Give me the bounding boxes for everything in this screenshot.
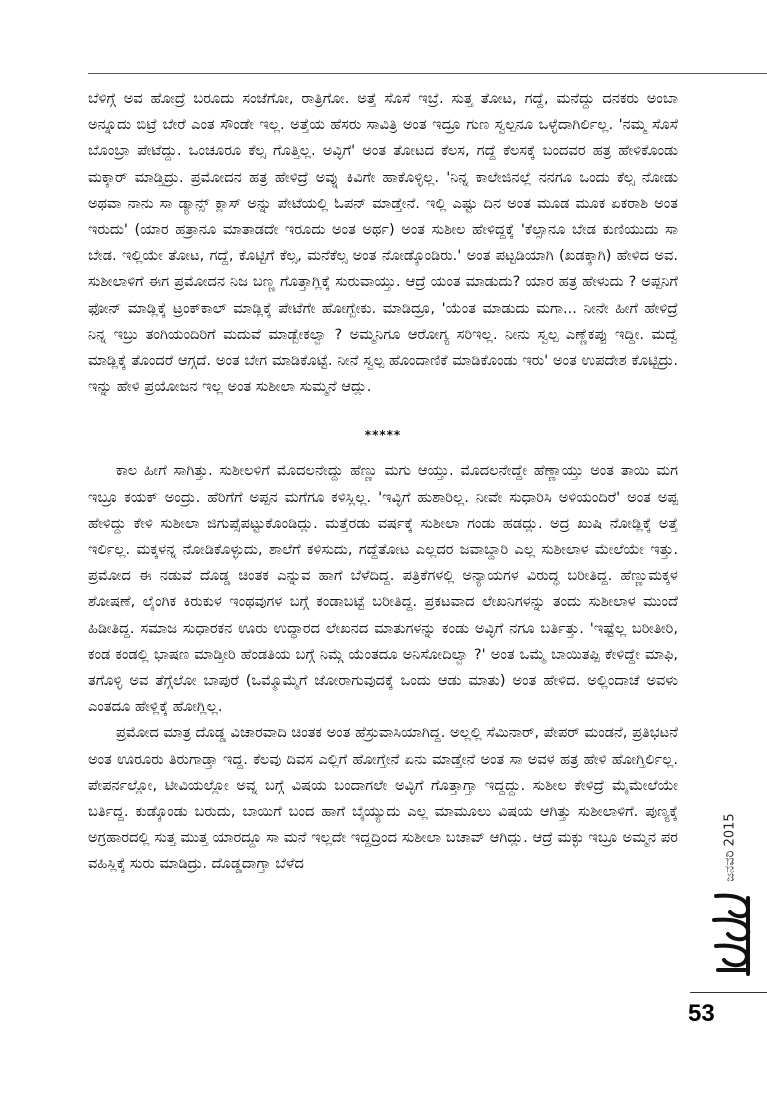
section-separator: ***** <box>364 428 402 443</box>
paragraph: ಬೆಳಿಗ್ಗೆ ಅವ ಹೋದ್ರೆ ಬರೂದು ಸಂಜೆಗೋ, ರಾತ್ರಿಗೋ. ಅತ್ತೆ ಸೊಸೆ ಇಬ್ರೆ. ಸುತ್ತ ತೋಟ, ಗದ್ದೆ, ಮನೆದ್ದು ದನಕರು ಅಂಬಾ ಅನ್ನೂದು ಬಿಟ್ರೆ ಬೇರೆ ಎಂತ ಸೌಂಡೇ ಇಲ್ಲ. ಅತ್ತೆಯ ಹೆಸರು ಸಾವಿತ್ರಿ ಅಂತ ಇದ್ರೂ ಗುಣ ಸ್ವಲ್ಪನೂ ಒಳ್ಳೆದಾಗಿರ್ಲಿಲ್ಲ. 'ನಮ್ಮ ಸೊಸೆ ಬೊಂಬ್ರಾ ಪೇಟೆದ್ದು. ಒಂಚೂರೂ ಕೆಲ್ಸ ಗೊತ್ತಿಲ್ಲ. ಅವ್ಳಿಗೆ' ಅಂತ ತೋಟದ ಕೆಲಸ, ಗದ್ದೆ ಕೆಲಸಕ್ಕೆ ಬಂದವರ ಹತ್ರ ಹೇಳಿಕೊಂಡು ಮಕ್ಕಾರ್ ಮಾಡ್ತಿದ್ರು. ಪ್ರಮೋದನ ಹತ್ರ ಹೇಳಿದ್ರೆ ಅವ್ನು ಕಿವಿಗೇ ಹಾಕೊಳ್ಳಿಲ್ಲ. 'ನಿನ್ನ ಕಾಲೇಜಿನಲ್ಲೆ ನನಗೂ ಒಂದು ಕೆಲ್ಸ ನೋಡು ಅಥವಾ ನಾನು ಸಾ ಡ್ಯಾನ್ಸ್ ಕ್ಲಾಸ್ ಅನ್ನು ಪೇಟೆಯಲ್ಲಿ ಓಪನ್ ಮಾಡ್ತೇನೆ. ಇಲ್ಲಿ ಎಷ್ಟು ದಿನ ಅಂತ ಮೂಡ ಮೂಕ ಏಕರಾಶಿ ಅಂತ ಇರುದು' (ಯಾರ ಹತ್ರಾನೂ ಮಾತಾಡದೇ ಇರೂದು ಅಂತ ಅರ್ಥ) ಅಂತ ಸುಶೀಲ ಹೇಳಿದ್ದಕ್ಕೆ 'ಕೆಲ್ಸಾನೂ ಬೇಡ ಕುಣಿಯುದು ಸಾ ಬೇಡ. ಇಲ್ಲಿಯೇ ತೋಟ, ಗದ್ದೆ, ಕೊಟ್ಟಿಗೆ ಕೆಲ್ಸ, ಮನೆಕೆಲ್ಸ ಅಂತ ನೋಡ್ಕೊಂಡಿರು.' ಅಂತ ಪಟ್ಟಡಿಯಾಗಿ (ಖಡಕ್ಕಾಗಿ) ಹೇಳಿದ ಅವ. ಸುಶೀಲಾಳಿಗೆ ಈಗ ಪ್ರಮೋದನ ನಿಜ ಬಣ್ಣ ಗೊತ್ತಾಗ್ಲಿಕ್ಕೆ ಸುರುವಾಯ್ತು. ಆದ್ರೆ ಯಂತ ಮಾಡುದು? ಯಾರ ಹತ್ರ ಹೇಳುದು ? ಅಪ್ಪನಿಗೆ ಫೋನ್ ಮಾಡ್ಲಿಕ್ಕೆ ಟ್ರಂಕ್‌ಕಾಲ್ ಮಾಡ್ಲಿಕ್ಕೆ ಪೇಟೆಗೇ ಹೋಗ್ಬೇಕು. ಮಾಡಿದ್ರೂ, 'ಯೆಂತ ಮಾಡುದು ಮಗಾ... ನೀನೇ ಹೀಗೆ ಹೇಳಿದ್ರೆ ನಿನ್ನ ಇಬ್ರು ತಂಗಿಯಂದಿರಿಗೆ ಮದುವೆ ಮಾಡ್ಬೇಕಲ್ವಾ ? ಅಮ್ಮನಿಗೂ ಆರೋಗ್ಯ ಸರಿಇಲ್ಲ. ನೀನು ಸ್ವಲ್ಪ ಎಣ್ಣೆಕಪ್ಪು ಇದ್ದೀ. ಮದ್ವೆ ಮಾಡ್ಲಿಕ್ಕೆ ತೊಂದರೆ ಆಗ್ಗದೆ. ಅಂತ ಬೇಗ ಮಾಡಿಕೊಟ್ಟೆ. ನೀನೆ ಸ್ವಲ್ಪ ಹೊಂದಾಣಿಕೆ ಮಾಡಿಕೊಂಡು ಇರು' ಅಂತ ಉಪದೇಶ ಕೊಟ್ಟಿದ್ರು. ಇನ್ನು ಹೇಳಿ ಪ್ರಯೋಜನ ಇಲ್ಲ ಅಂತ ಸುಶೀಲಾ ಸುಮ್ಮನೆ ಆದ್ಲು. <box>88 90 678 396</box>
article-body <box>88 86 678 878</box>
mayura-logo-icon <box>708 890 754 980</box>
magazine-logo <box>708 890 754 980</box>
footer-rule <box>690 992 767 993</box>
issue-date: ಜನವರಿ 2015 <box>722 813 738 882</box>
header-rule <box>88 73 767 74</box>
paragraph: ಪ್ರಮೋದ ಮಾತ್ರ ದೊಡ್ಡ ವಿಚಾರವಾದಿ ಚಿಂತಕ ಅಂತ ಹೆಸ್ರುವಾಸಿಯಾಗಿದ್ದ. ಅಲ್ಲಲ್ಲಿ ಸೆಮಿನಾರ್, ಪೇಪರ್ ಮಂಡನೆ, ಪ್ರತಿಭಟನೆ ಅಂತ ಊರೂರು ತಿರುಗಾಡ್ತಾ ಇದ್ದ. ಕೆಲವು ದಿವಸ ಎಲ್ಲಿಗೆ ಹೋಗ್ತೇನೆ ಏನು ಮಾಡ್ತೇನೆ ಅಂತ ಸಾ ಅವಳ ಹತ್ರ ಹೇಳಿ ಹೋಗ್ತಿರ್ಲಿಲ್ಲ. ಪೇಪರ್ನಲ್ಲೋ, ಟೀವಿಯಲ್ಲೋ ಅವ್ನ ಬಗ್ಗೆ ವಿಷಯ ಬಂದಾಗಲೇ ಅವ್ಳಿಗೆ ಗೊತ್ತಾಗ್ತಾ ಇದ್ದದ್ದು. ಸುಶೀಲ ಕೇಳಿದ್ರೆ ಮೈಮೇಲೆಯೇ ಬರ್ತಿದ್ದ. ಕುಡ್ಕೊಂಡು ಬರುದು, ಬಾಯಿಗೆ ಬಂದ ಹಾಗೆ ಬೈಯ್ಯುದು ಎಲ್ಲ ಮಾಮೂಲು ವಿಷಯ ಆಗಿತ್ತು ಸುಶೀಲಾಳಿಗೆ. ಪುಣ್ಯಕ್ಕೆ ಅಗ್ರಹಾರದಲ್ಲಿ ಸುತ್ತ ಮುತ್ತ ಯಾರದ್ದೂ ಸಾ ಮನೆ ಇಲ್ಲದೇ ಇದ್ದದ್ರಿಂದ ಸುಶೀಲಾ ಬಚಾವ್ ಆಗಿದ್ಲು. ಆದ್ರೆ ಮಕ್ಳು ಇಬ್ರೂ ಅಮ್ಮನ ಪರ ವಹಿಸ್ಲಿಕ್ಕೆ ಸುರು ಮಾಡಿದ್ರು. ದೊಡ್ಡದಾಗ್ತಾ ಬೆಳೆದ <box>88 724 678 873</box>
page-number: 53 <box>688 1000 715 1027</box>
paragraph: ಕಾಲ ಹೀಗೆ ಸಾಗಿತ್ತು. ಸುಶೀಲಳಿಗೆ ಮೊದಲನೇದ್ದು ಹೆಣ್ಣು ಮಗು ಆಯ್ತು. ಮೊದಲನೇದ್ದೇ ಹೆಣ್ಣಾಯ್ತು ಅಂತ ತಾಯಿ ಮಗ ಇಬ್ರೂ ಕಯಕ್ ಅಂದ್ರು. ಹೆರಿಗೆಗೆ ಅಪ್ಪನ ಮಗೆಗೂ ಕಳಿಸ್ಲಿಲ್ಲ. 'ಇವ್ಳಿಗೆ ಹುಶಾರಿಲ್ಲ. ನೀವೇ ಸುಧಾರಿಸಿ ಅಳಿಯಂದಿರೆ' ಅಂತ ಅಪ್ಪ ಹೇಳಿದ್ದು ಕೇಳಿ ಸುಶೀಲಾ ಜಿಗುಪ್ಸೆಪಟ್ಟುಕೊಂಡಿದ್ಲು. ಮತ್ತೆರಡು ವರ್ಷಕ್ಕೆ ಸುಶೀಲಾ ಗಂಡು ಹಡದ್ಲು. ಅದ್ರ ಖುಷಿ ನೋಡ್ಲಿಕ್ಕೆ ಅತ್ತೆ ಇರ್ಲಿಲ್ಲ. ಮಕ್ಕಳನ್ನ ನೋಡಿಕೊಳ್ಳುದು, ಶಾಲೆಗೆ ಕಳಿಸುದು, ಗದ್ದೆತೋಟ ಎಲ್ಲದರ ಜವಾಬ್ದಾರಿ ಎಲ್ಲ ಸುಶೀಲಾಳ ಮೇಲೆಯೇ ಇತ್ತು. ಪ್ರಮೋದ ಈ ನಡುವೆ ದೊಡ್ಡ ಚಿಂತಕ ಎನ್ನುವ ಹಾಗೆ ಬೆಳೆದಿದ್ದ. ಪತ್ರಿಕೆಗಳಲ್ಲಿ ಅನ್ಯಾಯಗಳ ವಿರುದ್ಧ ಬರೀತಿದ್ದ. ಹೆಣ್ಣುಮಕ್ಕಳ ಶೋಷಣೆ, ಲೈಂಗಿಕ ಕಿರುಕುಳ ಇಂಥವುಗಳ ಬಗ್ಗೆ ಕಂಡಾಬಟ್ಟೆ ಬರೀತಿದ್ದ. ಪ್ರಕಟವಾದ ಲೇಖನಿಗಳನ್ನು ತಂದು ಸುಶೀಲಾಳ ಮುಂದೆ ಹಿಡೀತಿದ್ದ. ಸಮಾಜ ಸುಧಾರಕನ ಊರು ಉದ್ಧಾರದ ಲೇಖನದ ಮಾತುಗಳನ್ನು ಕಂಡು ಅವ್ಳಿಗೆ ನಗೂ ಬರ್ತಿತ್ತು. 'ಇಷ್ಟೆಲ್ಲ ಬರೀತೀರಿ, ಕಂಡ ಕಂಡಲ್ಲಿ ಭಾಷಣ ಮಾಡ್ತೀರಿ ಹೆಂಡತಿಯ ಬಗ್ಗೆ ನಿಮ್ಗೆ ಯೆಂತದೂ ಅನಿಸೋದಿಲ್ವಾ ?' ಅಂತ ಒಮ್ಮೆ ಬಾಯಿತಪ್ಪಿ ಕೇಳಿದ್ದೇ ಮಾಫಿ, ತಗೊಳ್ಳಿ ಅವ ತೆಗ್ಗೆಲೋ ಬಾಪುರೆ (ಒಮ್ಮೊಮ್ಮೆಗೆ ಜೋರಾಗುವುದಕ್ಕೆ ಒಂದು ಆಡು ಮಾತು) ಅಂತ ಹೇಳಿದ. ಅಲ್ಲಿಂದಾಚೆ ಅವಳು ಎಂತದೂ ಹೇಳ್ಲಿಕ್ಕೆ ಹೋಗ್ಲಿಲ್ಲ. <box>88 462 678 716</box>
